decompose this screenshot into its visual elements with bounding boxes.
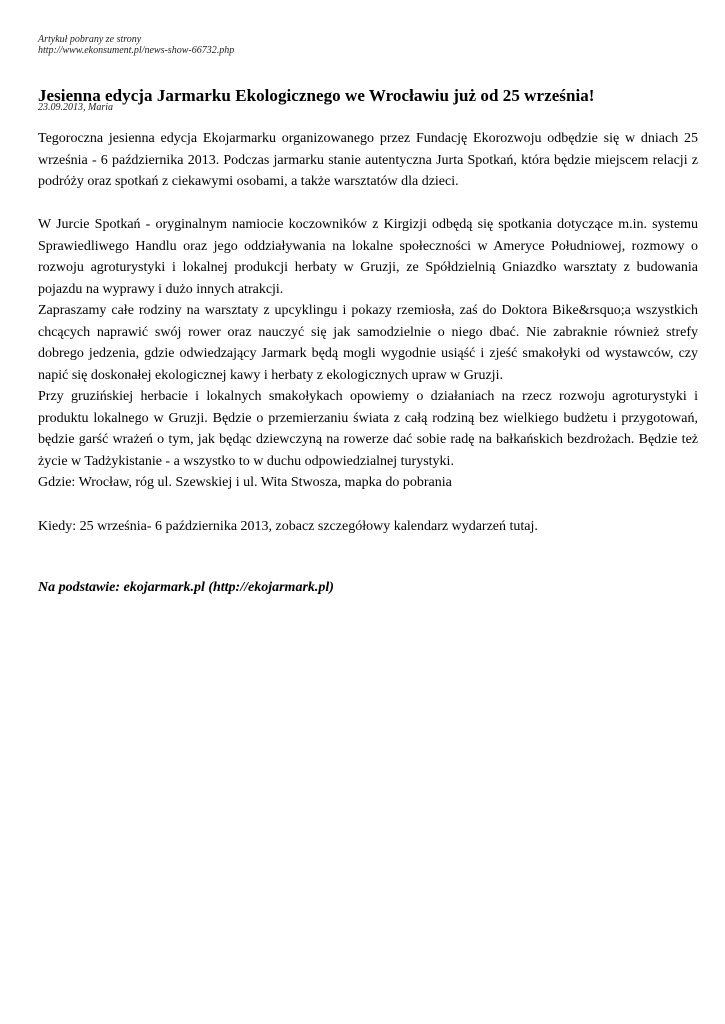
source-header-label: Artykuł pobrany ze strony [38,34,142,45]
article-date: Kiedy: 25 września- 6 października 2013, zobacz szczegółowy kalendarz wydarzeń tutaj. [38,519,538,534]
article-source: Na podstawie: ekojarmark.pl (http://ekojarmark.pl) [38,580,334,595]
article-title: Jesienna edycja Jarmarku Ekologicznego we Wrocławiu już od 25 września! [38,86,595,105]
source-header-url: http://www.ekonsument.pl/news-show-66732.php [38,45,235,56]
article-location: Gdzie: Wrocław, róg ul. Szewskiej i ul. Wita Stwosza, mapka do pobrania [38,475,452,490]
article-paragraph-2: W Jurcie Spotkań - oryginalnym namiocie koczowników z Kirgizji odbędą się spotkania dotyczące m.in. systemu Sprawiedliwego Handlu oraz jego oddziaływania na lokalne społeczności w Ameryce Południowej, rozmowy o rozwoju agroturystyki i lokalnej produkcji herbaty w Gruzji, ze Spółdzielnią Gniazdko warsztaty z budowania pojazdu na wyprawy i dużo innych atrakcji. [38,217,698,297]
source-header [38,34,234,56]
article-paragraph-4: Przy gruzińskiej herbacie i lokalnych smakołykach opowiemy o działaniach na rzecz rozwoju agroturystyki i produktu lokalnego w Gruzji. Będzie o przemierzaniu świata z całą rodziną bez wielkiego budżetu i przygotowań, będzie garść wrażeń o tym, jak będąc dziewczyną na rowerze dać sobie radę na bałkańskich bezdrożach. Będzie też życie w Tadżykistanie - a wszystko to w duchu odpowiedzialnej turystyki. [38,389,698,469]
article-paragraph-1: Tegoroczna jesienna edycja Ekojarmarku organizowanego przez Fundację Ekorozwoju odbędzie się w dniach 25 września - 6 października 2013. Podczas jarmarku stanie autentyczna Jurta Spotkań, która będzie miejscem relacji z podróży oraz spotkań z ciekawymi osobami, a także warsztatów dla dzieci. [38,131,698,189]
article-meta: 23.09.2013, Maria [38,102,113,113]
article-paragraph-3: Zapraszamy całe rodziny na warsztaty z upcyklingu i pokazy rzemiosła, zaś do Doktora Bike&rsquo;a wszystkich chcących naprawić swój rower oraz nauczyć się jak samodzielnie o niego dbać. Nie zabraknie również strefy dobrego jedzenia, gdzie odwiedzający Jarmark będą mogli wygodnie usiąść i zjeść smakołyki od wystawców, czy napić się doskonałej ekologicznej kawy i herbaty z ekologicznych upraw w Gruzji. [38,303,698,383]
